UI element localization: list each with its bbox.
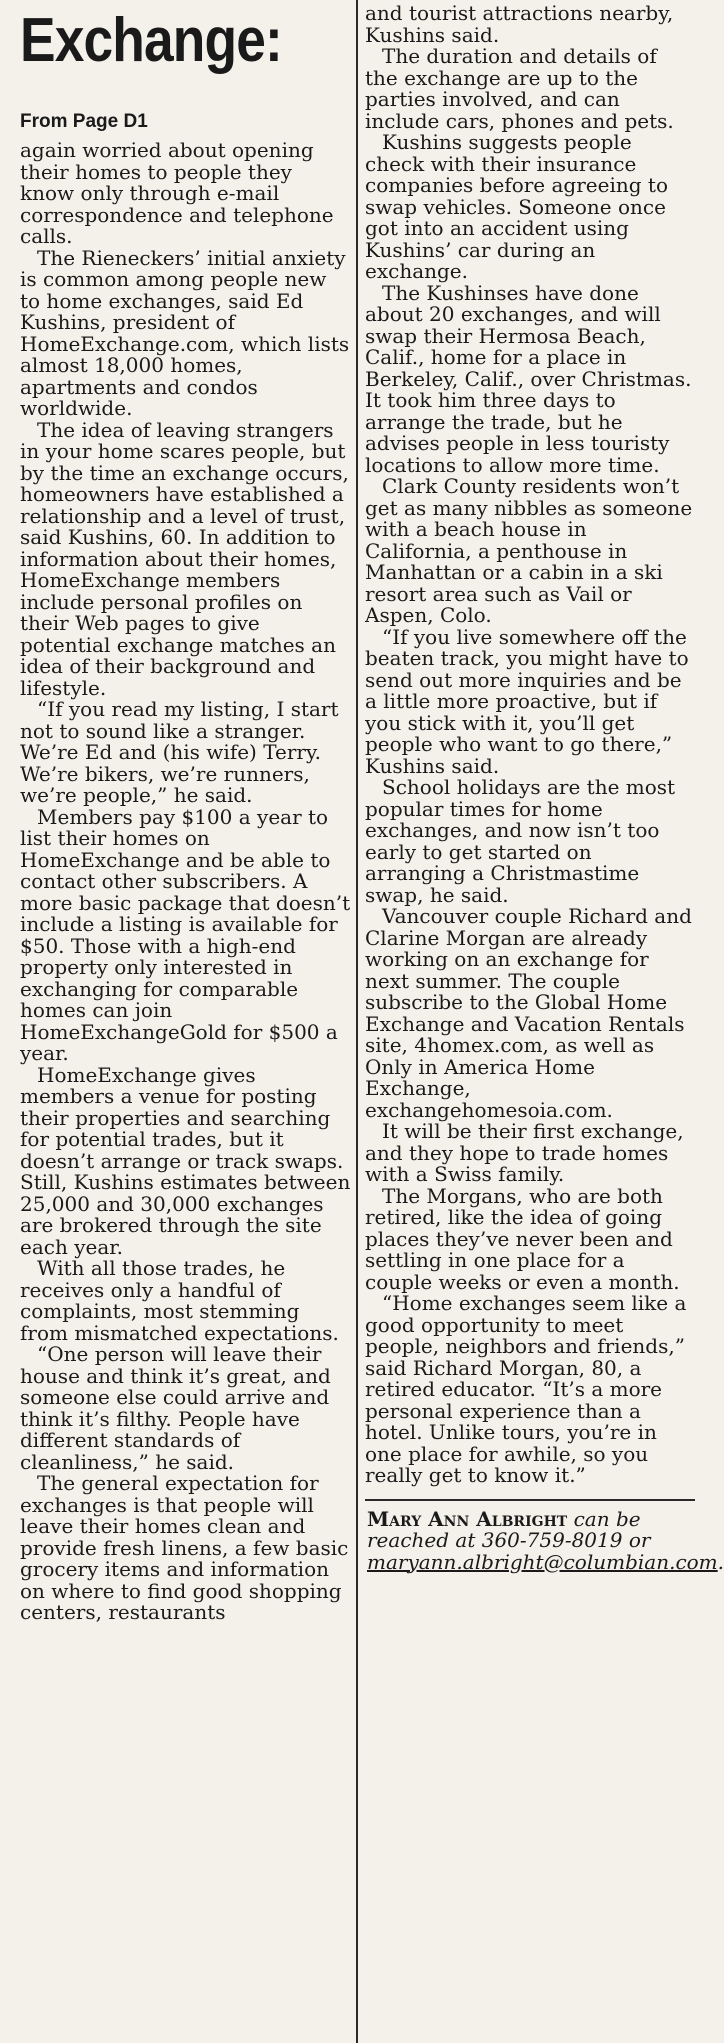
- paragraph: again worried about opening their homes to people they know only through e-mail correspondence and telephone calls.: [20, 138, 334, 248]
- paragraph: With all those trades, he receives only a handful of complaints, most stemming from mismatched expectations.: [20, 1256, 339, 1345]
- paragraph: Kushins suggests people check with their insurance companies before agreeing to swap vehicles. Someone once got into an accident using Kushins’ car during an exchange.: [365, 130, 668, 283]
- signoff-text: can be reached at 360-759-8019 or: [367, 1506, 651, 1552]
- author-signoff: [365, 1499, 724, 1574]
- paragraph: “Home exchanges seem like a good opportunity to meet people, neighbors and friends,” said Richard Morgan, 80, a retired educator. “It’s a more personal experience than a hotel. Unlike tours, you’re in one place for awhile, so you really get to know it.”: [365, 1291, 687, 1487]
- paragraph: “If you live somewhere off the beaten track, you might have to send out more inquiries and be a little more proactive, but if you stick with it, you’ll get people who want to go there,” Kushins said.: [365, 624, 689, 778]
- paragraph: The general expectation for exchanges is that people will leave their homes clean and provide fresh linens, a few basic grocery items and information on where to find good shopping centers, restaurants: [20, 1471, 349, 1624]
- paragraph: It will be their first exchange, and they hope to trade homes with a Swiss family.: [365, 1119, 684, 1186]
- right-column: [365, 0, 724, 1574]
- paragraph: The Rieneckers’ initial anxiety is common among people new to home exchanges, said Ed Kushins, president of HomeExchange.com, which lists almost 18,000 homes, apartments and condos worldwide.: [20, 245, 350, 420]
- paragraph: and tourist attractions nearby, Kushins said.: [365, 1, 674, 47]
- paragraph: The Kushinses have done about 20 exchanges, and will swap their Hermosa Beach, Calif., home for a place in Berkeley, Calif., over Christmas. It took him three days to arrange the trade, but he advises people in less touristy locations to allow more time.: [365, 280, 692, 477]
- paragraph: Clark County residents won’t get as many nibbles as someone with a beach house in California, a penthouse in Manhattan or a cabin in a ski resort area such as Vail or Aspen, Colo.: [365, 474, 693, 627]
- paragraph: The idea of leaving strangers in your home scares people, but by the time an exchange occurs, homeowners have established a relationship and a level of trust, said Kushins, 60. In addition to information about their homes, HomeExchange members include personal profiles on their Web pages to give potential exchange matches an idea of their background and lifestyle.: [20, 417, 349, 700]
- paragraph: Members pay $100 a year to list their homes on HomeExchange and be able to contact other subscribers. A more basic package that doesn’t include a listing is available for $50. Those with a high-end property only interested in exchanging for comparable homes can join HomeExchangeGold for $500 a year.: [20, 804, 351, 1065]
- paragraph: “If you read my listing, I start not to sound like a stranger. We’re Ed and (his wife) Terry. We’re bikers, we’re runners, we’re people,” he said.: [20, 697, 339, 807]
- paragraph: Vancouver couple Richard and Clarine Morgan are already working on an exchange for next summer. The couple subscribe to the Global Home Exchange and Vacation Rentals site, 4homex.com, as well as Only in America Home Exchange, exchangehomesoia.com.: [365, 904, 692, 1122]
- signoff-end: .: [717, 1549, 724, 1574]
- paragraph: The duration and details of the exchange are up to the parties involved, and can include cars, phones and pets.: [365, 44, 674, 133]
- paragraph: HomeExchange gives members a venue for posting their properties and searching for potential trades, but it doesn’t arrange or track swaps. Still, Kushins estimates between 25,000 and 30,000 exchanges are brokered through the site each year.: [20, 1062, 351, 1259]
- paragraph: School holidays are the most popular times for home exchanges, and now isn’t too early to get started on arranging a Christmastime swap, he said.: [365, 775, 676, 907]
- column-divider: [356, 0, 358, 2043]
- author-name: Mary Ann Albright: [367, 1506, 568, 1531]
- paragraph: The Morgans, who are both retired, like the idea of going places they’ve never been and settling in one place for a couple weeks or even a month.: [365, 1183, 680, 1294]
- headline: Exchange:: [20, 6, 282, 75]
- right-article-text: [365, 3, 695, 1487]
- left-column: [20, 0, 352, 1624]
- author-email-link[interactable]: maryann.albright@columbian.com: [367, 1549, 718, 1574]
- left-article-text: [20, 140, 352, 1624]
- paragraph: “One person will leave their house and think it’s great, and someone else could arrive and think it’s filthy. People have different standards of cleanliness,” he said.: [20, 1342, 331, 1474]
- jump-line: From Page D1: [20, 111, 148, 132]
